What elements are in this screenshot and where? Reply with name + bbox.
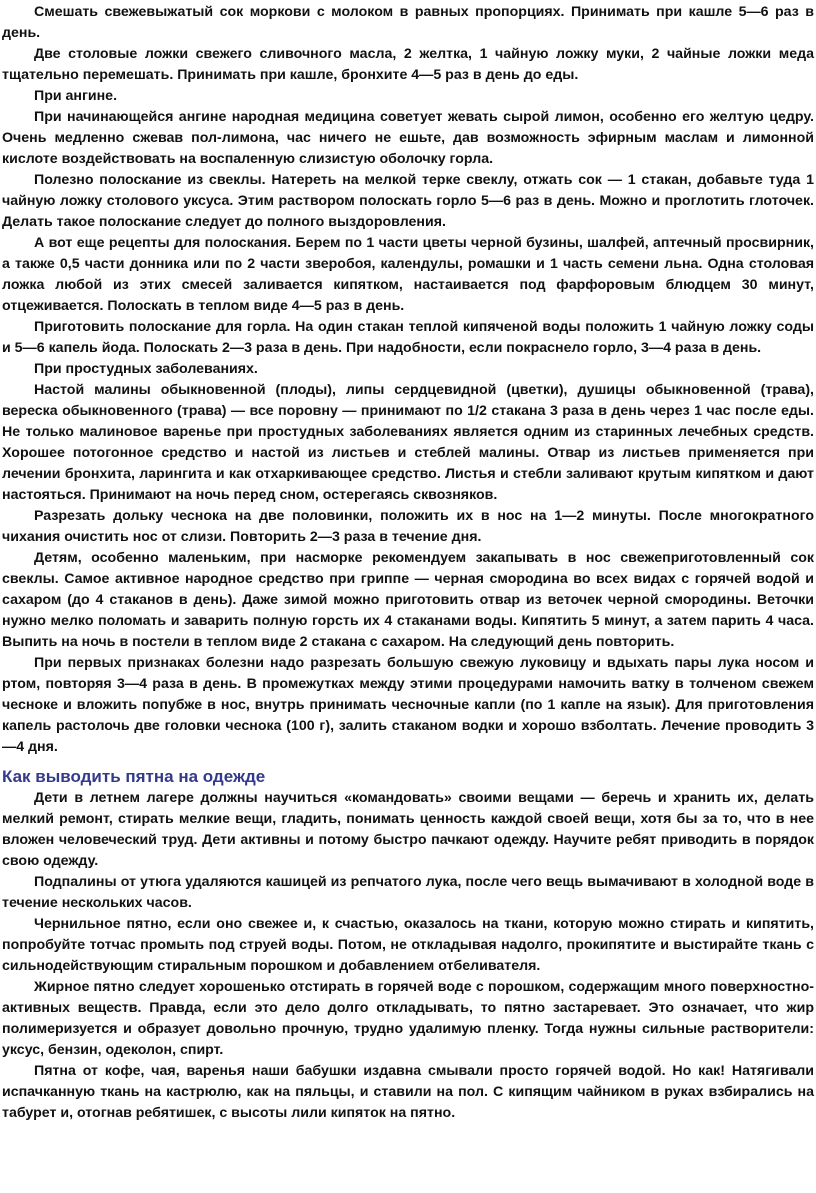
paragraph: Приготовить полоскание для горла. На один стакан теплой кипяченой воды положить 1 чайную ложку соды и 5—6 капель йода. Полоскать 2—3 раза в день. При надобности, если покраснело горло, 3—4 раза в день. bbox=[2, 319, 814, 356]
subheading-angina: При ангине. bbox=[34, 88, 118, 104]
section-title: Как выводить пятна на одежде bbox=[2, 767, 266, 786]
paragraph: Пятна от кофе, чая, варенья наши бабушки издавна смывали просто горячей водой. Но как! Натягивали испачканную ткань на кастрюлю, как на пяльцы, и ставили на пол. С кипящим чайником в руках взбирались на табурет и, отогнав ребятишек, с высоты лили кипяток на пятно. bbox=[2, 1063, 814, 1121]
paragraph: Детям, особенно маленьким, при насморке рекомендуем закапывать в нос свежеприготовленный сок свеклы. Самое активное народное средство при гриппе — черная смородина во всех видах с горячей водой и сахаром (до 4 стаканов в день). Даже зимой можно приготовить отвар из веточек черной смородины. Веточки нужно мелко поломать и заварить полную горсть их 4 стаканами воды. Кипятить 5 минут, а затем парить 4 часа. Выпить на ночь в постели в теплом виде 2 стакана с сахаром. На следующий день повторить. bbox=[2, 550, 814, 650]
paragraph: Смешать свежевыжатый сок моркови с молоком в равных пропорциях. Принимать при кашле 5—6 раз в день. bbox=[2, 4, 814, 41]
paragraph: Полезно полоскание из свеклы. Натереть на мелкой терке свеклу, отжать сок — 1 стакан, добавьте туда 1 чайную ложку столового уксуса. Этим раствором полоскать горло 5—6 раз в день. Можно и проглотить глоточек. Делать такое полоскание следует до полного выздоровления. bbox=[2, 172, 814, 230]
paragraph: Дети в летнем лагере должны научиться «командовать» своими вещами — беречь и хранить их, делать мелкий ремонт, стирать мелкие вещи, гладить, понимать ценность каждой своей вещи, хотя бы за то, что в нее вложен человеческий труд. Дети активны и потому быстро пачкают одежду. Научите ребят приводить в порядок свою одежду. bbox=[2, 790, 814, 869]
paragraph: Жирное пятно следует хорошенько отстирать в горячей воде с порошком, содержащим много поверхностно-активных веществ. Правда, если это дело долго откладывать, то пятно застаревает. Это означает, что жир полимеризуется и образует довольно прочную, трудно удалимую пленку. Тогда нужны сильные растворители: уксус, бензин, одеколон, спирт. bbox=[2, 979, 814, 1058]
paragraph: Чернильное пятно, если оно свежее и, к счастью, оказалось на ткани, которую можно стирать и кипятить, попробуйте тотчас промыть под струей воды. Потом, не откладывая надолго, прокипятите и выстирайте ткань с сильнодействующим стиральным порошком и добавлением отбеливателя. bbox=[2, 916, 814, 974]
subheading-cold: При простудных заболеваниях. bbox=[34, 361, 258, 377]
paragraph: При начинающейся ангине народная медицина советует жевать сырой лимон, особенно его желтую цедру. Очень медленно сжевав пол-лимона, час ничего не ешьте, дав возможность эфирным маслам и лимонной кислоте воздействовать на воспаленную слизистую оболочку горла. bbox=[2, 109, 814, 167]
paragraph: Подпалины от утюга удаляются кашицей из репчатого лука, после чего вещь вымачивают в холодной воде в течение нескольких часов. bbox=[2, 874, 814, 911]
section-stains bbox=[2, 766, 814, 1124]
paragraph: Две столовые ложки свежего сливочного масла, 2 желтка, 1 чайную ложку муки, 2 чайные ложки меда тщательно перемешать. Принимать при кашле, бронхите 4—5 раз в день до еды. bbox=[2, 46, 814, 83]
paragraph: Настой малины обыкновенной (плоды), липы сердцевидной (цветки), душицы обыкновенной (трава), вереска обыкновенного (трава) — все поровну — принимают по 1/2 стакана 3 раза в день через 1 час после еды. Не только малиновое варенье при простудных заболеваниях является одним из старинных лечебных средств. Хорошее потогонное средство и настой из листьев и стеблей малины. Отвар из листьев применяется при лечении бронхита, ларингита и как отхаркивающее средство. Листья и стебли заливают крутым кипятком и дают настояться. Принимают на ночь перед сном, остерегаясь сквозняков. bbox=[2, 382, 814, 503]
paragraph: При первых признаках болезни надо разрезать большую свежую луковицу и вдыхать пары лука носом и ртом, повторяя 3—4 раза в день. В промежутках между этими процедурами намочить ватку в толченом свежем чесноке и вложить попубже в нос, внутрь принимать чесночные капли (по 1 капле на язык). Для приготовления капель растолочь две головки чеснока (100 г), залить стаканом водки и хорошо взболтать. Лечение проводить 3—4 дня. bbox=[2, 655, 814, 755]
paragraph: А вот еще рецепты для полоскания. Берем по 1 части цветы черной бузины, шалфей, аптечный просвирник, а также 0,5 части донника или по 2 части зверобоя, календулы, ромашки и 1 часть семени льна. Одна столовая ложка любой из этих смесей заливается кипятком, настаивается под фарфоровым блюдцем 30 минут, отцеживается. Полоскать в теплом виде 4—5 раз в день. bbox=[2, 235, 814, 314]
section-remedies bbox=[2, 2, 814, 758]
paragraph: Разрезать дольку чеснока на две половинки, положить их в нос на 1—2 минуты. После многократного чихания очистить нос от слизи. Повторить 2—3 раза в течение дня. bbox=[2, 508, 814, 545]
